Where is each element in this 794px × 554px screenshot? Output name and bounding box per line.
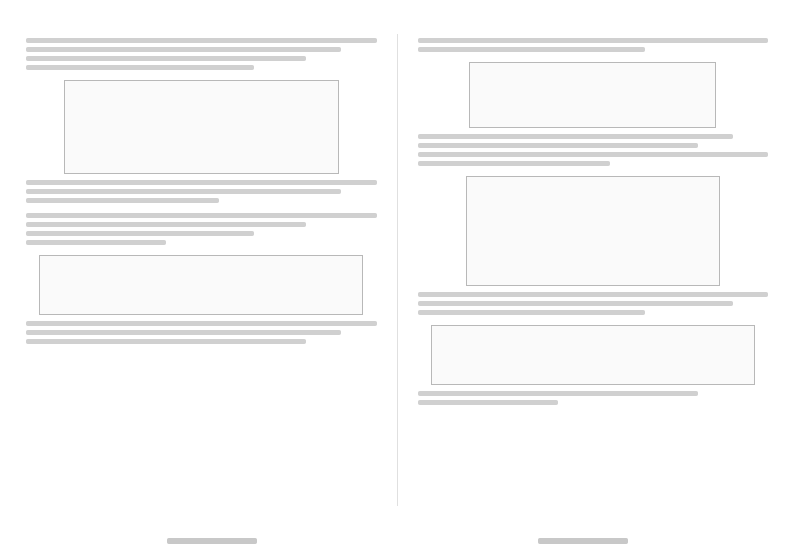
text-line-placeholder bbox=[26, 339, 306, 344]
figure-placeholder bbox=[39, 255, 363, 315]
question-block bbox=[26, 180, 377, 203]
text-line-placeholder bbox=[418, 301, 733, 306]
text-line-placeholder bbox=[26, 47, 341, 52]
text-line-placeholder bbox=[26, 180, 377, 185]
text-line-placeholder bbox=[26, 189, 341, 194]
question-block bbox=[418, 134, 769, 166]
figure-placeholder bbox=[466, 176, 720, 286]
two-page-spread bbox=[26, 34, 768, 506]
text-line-placeholder bbox=[418, 47, 646, 52]
text-line-placeholder bbox=[418, 292, 769, 297]
text-line-placeholder bbox=[418, 310, 646, 315]
text-line-placeholder bbox=[418, 143, 698, 148]
footer-placeholder bbox=[167, 538, 257, 544]
text-line-placeholder bbox=[26, 65, 254, 70]
figure-placeholder bbox=[469, 62, 716, 128]
page-3-column bbox=[26, 34, 377, 506]
text-line-placeholder bbox=[26, 330, 341, 335]
text-line-placeholder bbox=[26, 198, 219, 203]
text-line-placeholder bbox=[26, 321, 377, 326]
figure-placeholder bbox=[64, 80, 339, 174]
text-line-placeholder bbox=[26, 222, 306, 227]
page-footer bbox=[26, 538, 768, 544]
question-block bbox=[418, 391, 769, 405]
question-block bbox=[26, 213, 377, 245]
text-line-placeholder bbox=[26, 38, 377, 43]
text-line-placeholder bbox=[418, 400, 558, 405]
question-block bbox=[418, 38, 769, 52]
text-line-placeholder bbox=[418, 38, 769, 43]
text-line-placeholder bbox=[26, 56, 306, 61]
figure-placeholder bbox=[431, 325, 755, 385]
text-line-placeholder bbox=[26, 240, 166, 245]
text-line-placeholder bbox=[26, 213, 377, 218]
page-4-column bbox=[418, 34, 769, 506]
text-line-placeholder bbox=[418, 152, 769, 157]
question-block bbox=[26, 321, 377, 344]
footer-right-slot bbox=[397, 538, 768, 544]
page-gutter bbox=[397, 34, 398, 506]
footer-placeholder bbox=[538, 538, 628, 544]
question-block bbox=[26, 38, 377, 70]
text-line-placeholder bbox=[26, 231, 254, 236]
question-block bbox=[418, 292, 769, 315]
text-line-placeholder bbox=[418, 391, 698, 396]
text-line-placeholder bbox=[418, 161, 611, 166]
footer-left-slot bbox=[26, 538, 397, 544]
text-line-placeholder bbox=[418, 134, 733, 139]
